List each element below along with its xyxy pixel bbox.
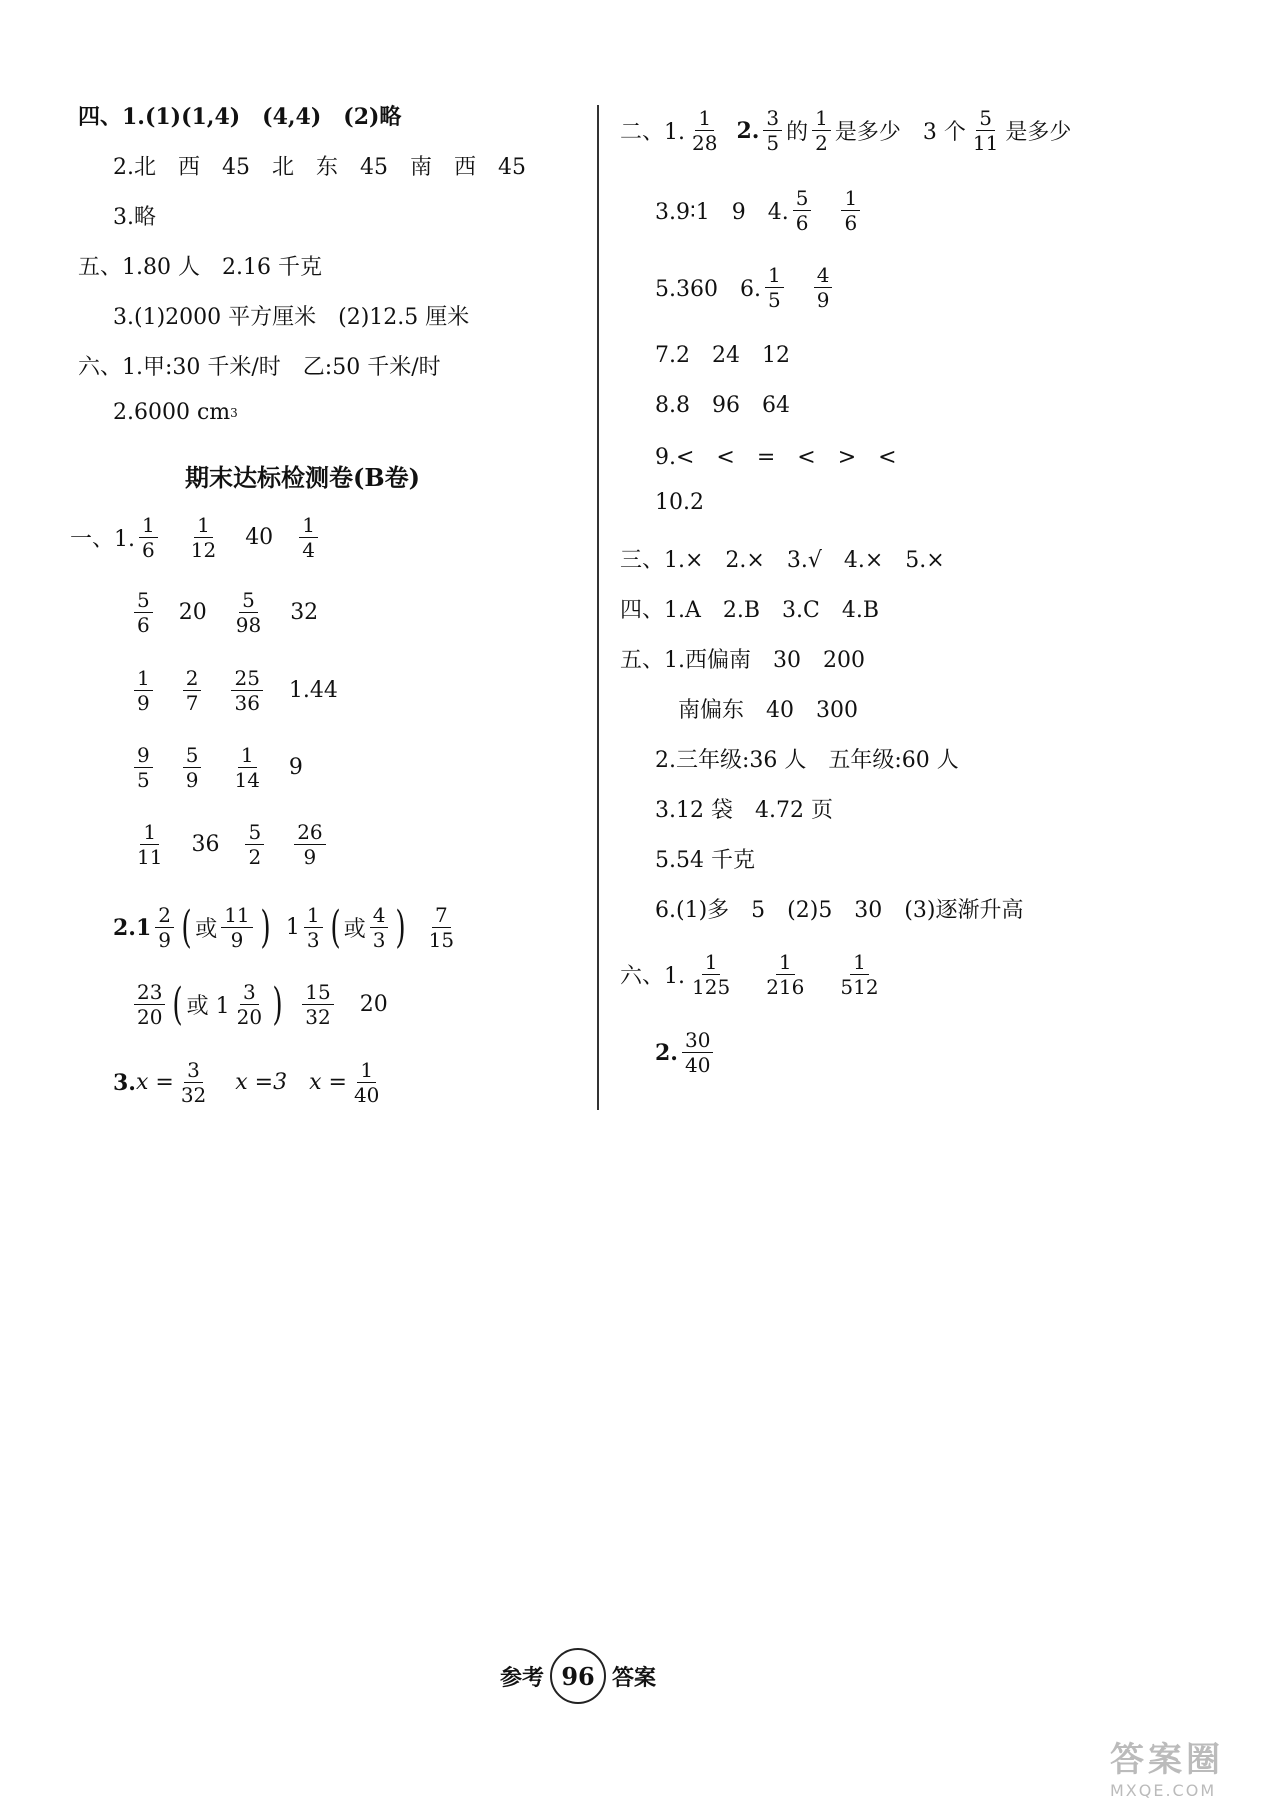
answer-line: 7.2 24 12 [655,343,790,368]
answer-line: 10.2 [655,490,704,515]
fraction: $\frac{2}{7}$ [183,668,202,713]
fraction: $\frac{1}{6}$ [841,188,860,233]
answer-line: 5.360 6. $\frac{1}{5}$ $\frac{4}{9}$ [655,265,836,310]
answer-line: 一、1. $\frac{1}{6}$ $\frac{1}{12}$ 40 $\frac{1}{4}$ [70,515,322,560]
fraction: $\frac{25}{36}$ [231,668,262,713]
fraction: $\frac{1}{4}$ [299,515,318,560]
page-footer [500,1648,656,1704]
fraction: $\frac{30}{40}$ [682,1030,713,1075]
fraction: $\frac{1}{40}$ [353,1058,380,1107]
fraction: $\frac{23}{20}$ [134,982,165,1027]
fraction: $\frac{1}{11}$ [137,820,163,869]
fraction: $\frac{7}{15}$ [428,903,455,952]
answer-line: 2.6000 cm 3 [113,400,238,425]
answer-line: 南偏东 40 300 [678,698,858,723]
answer-line: $\frac{5}{6}$ 20 $\frac{5}{98}$ 32 [130,590,318,635]
answer-line: 3.12 袋 4.72 页 [655,798,833,823]
fraction: $\frac{5}{2}$ [245,822,264,867]
fraction: $\frac{1}{125}$ [692,950,731,999]
footer-left-label: 参考 [500,1664,545,1691]
answer-line: 二、1. $\frac{1}{28}$ 2. $\frac{3}{5}$ 的 $\frac{1}{2}$ 是多少 3 个 $\frac{5}{11}$ 是多少 [620,106,1072,155]
fraction: $\frac{9}{5}$ [134,745,153,790]
answer-line: $\frac{9}{5}$ $\frac{5}{9}$ $\frac{1}{14}$ 9 [130,745,303,790]
fraction: $\frac{4}{9}$ [814,265,833,310]
answer-line: 2.三年级:36 人 五年级:60 人 [655,748,959,773]
fraction: $\frac{5}{98}$ [235,588,262,637]
answer-line: 9.< < = < > < [655,445,897,470]
fraction: $\frac{1}{14}$ [234,743,260,792]
answer-line: 2.北 西 45 北 东 45 南 西 45 [113,155,526,180]
answer-line: 5.54 千克 [655,848,755,873]
answer-line: $\frac{1}{9}$ $\frac{2}{7}$ $\frac{25}{36}$ 1.44 [130,668,338,713]
fraction: $\frac{1}{3}$ [304,905,323,950]
answer-line: 五、1.西偏南 30 200 [620,648,865,673]
fraction: $\frac{1}{9}$ [134,668,153,713]
fraction: $\frac{2}{9}$ [155,905,174,950]
answer-line: $\frac{23}{20}$ ( 或 1 $\frac{3}{20}$ ) $\frac{15}{32}$ 20 [130,982,388,1027]
watermark-logo: 答案圈 MXQE.COM [1110,1740,1224,1800]
answer-line: 四、1.(1)(1,4) (4,4) (2)略 [78,104,402,130]
fraction: $\frac{1}{216}$ [766,950,805,999]
answer-line: 六、1.甲:30 千米/时 乙:50 千米/时 [78,355,441,380]
fraction: $\frac{1}{512}$ [840,950,879,999]
answer-line: 五、1.80 人 2.16 千克 [78,255,322,280]
fraction: $\frac{5}{11}$ [972,106,999,155]
answer-line: 8.8 96 64 [655,393,790,418]
answer-line: 3.(1)2000 平方厘米 (2)12.5 厘米 [113,305,470,330]
fraction: $\frac{1}{6}$ [139,515,158,560]
fraction: $\frac{5}{6}$ [793,188,812,233]
fraction: $\frac{26}{9}$ [294,822,325,867]
answer-line: 三、1.× 2.× 3.√ 4.× 5.× [620,548,945,573]
fraction: $\frac{5}{6}$ [134,590,153,635]
section-title: 期末达标检测卷(B卷) [185,463,420,492]
fraction: $\frac{11}{9}$ [221,905,252,950]
answer-line: 2. $\frac{30}{40}$ [655,1030,717,1075]
page-number: 96 [550,1648,606,1704]
fraction: $\frac{3}{5}$ [763,108,782,153]
fraction: $\frac{3}{20}$ [236,980,263,1029]
answer-line: 3.9∶1 9 4. $\frac{5}{6}$ $\frac{1}{6}$ [655,188,864,233]
answer-line: 6.(1)多 5 (2)5 30 (3)逐渐升高 [655,898,1024,923]
answer-line: 四、1.A 2.B 3.C 4.B [620,598,880,623]
fraction: $\frac{1}{2}$ [812,108,831,153]
fraction: $\frac{1}{12}$ [190,513,217,562]
fraction: $\frac{4}{3}$ [370,905,389,950]
answer-line: 六、1. $\frac{1}{125}$ $\frac{1}{216}$ $\frac{1}{512}$ [620,952,886,997]
fraction: $\frac{1}{5}$ [765,265,784,310]
answer-line: 3. x = $\frac{3}{32}$ x =3 x = $\frac{1}{40}$ [113,1060,386,1105]
answer-line: $\frac{1}{11}$ 36 $\frac{5}{2}$ $\frac{26}{9}$ [130,822,330,867]
answer-line: 3.略 [113,205,156,230]
answer-line: 2.1 $\frac{2}{9}$ ( 或 $\frac{11}{9}$ ) 1 $\frac{1}{3}$ ( 或 $\frac{4}{3}$ ) $\frac{7}{15}$ [113,905,461,950]
fraction: $\frac{5}{9}$ [183,745,202,790]
fraction: $\frac{15}{32}$ [302,982,333,1027]
fraction: $\frac{1}{28}$ [692,106,718,155]
column-divider [597,105,599,1110]
footer-right-label: 答案 [612,1664,657,1691]
fraction: $\frac{3}{32}$ [180,1058,207,1107]
